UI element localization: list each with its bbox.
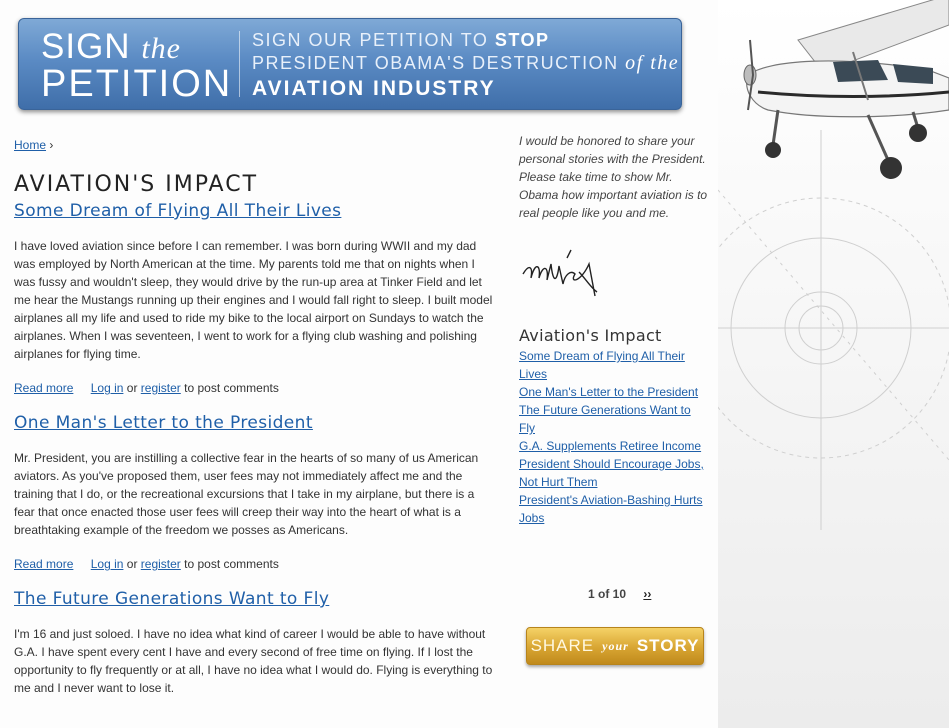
banner-the-word: the [141,32,181,65]
story-word: STORY [636,636,700,655]
banner-sign-word: SIGN [41,27,131,66]
sidebar-list-item [519,383,709,401]
or-text-2: or [126,557,138,571]
banner-sign [41,27,181,67]
register-link-1[interactable]: register [140,381,181,395]
sidebar-link-3[interactable]: The Future Generations Want to Fly [519,403,691,435]
node-body-3: I'm 16 and just soloed. I have no idea what kind of career I would be able to have without G.A. I have spent every cent I have and every second of free time on flying. If I lost the opportunity to fly frequently or at all, I have no idea what I would do. Flying is everything to me and I never want to lose it. [14,627,493,695]
pager-status: 1 of 10 [588,587,627,601]
post-comments-text-2: to post comments [184,557,279,571]
share-word: SHARE [530,636,595,655]
banner-petition: PETITION [41,63,233,105]
page-title: AVIATION'S IMPACT [14,172,259,197]
sidebar-list-item [519,401,709,437]
node-body-1: I have loved aviation since before I can remember. I was born during WWII and my dad was employed by North American at the time. My parents told me that on nights when I was fussy and wouldn't sleep, they would drive by the run-up area at Tinker Field and let me hear the Mustangs running up their engines and I would fall right to sleep. I built model airplanes all my life and used to ride my bike to the local airport on Sundays to watch the airplanes. When I was seventeen, I went to work for a flying club washing and polishing airplanes for flying time. [14,239,493,361]
sidebar-link-list [519,347,709,527]
sidebar-link-2[interactable]: One Man's Letter to the President [519,385,699,399]
read-more-link-1[interactable]: Read more [14,381,74,395]
signature-image [519,244,609,314]
breadcrumb-separator: › [49,138,54,152]
banner-tagline-3: AVIATION INDUSTRY [252,77,496,100]
or-text-1: or [126,381,138,395]
banner-tagline-2 [252,52,679,75]
node-links-2 [14,557,496,571]
banner-tag1-bold: STOP [494,30,550,50]
login-link-2[interactable]: Log in [90,557,124,571]
president-quote: I would be honored to share your personal stories with the President. Please take time to show Mr. Obama how important aviation is to real people like you and me. [519,134,708,220]
breadcrumb [14,138,496,152]
register-link-2[interactable]: register [140,557,181,571]
banner-tag1-text: SIGN OUR PETITION TO [252,30,495,50]
airplane-image [728,0,949,190]
sidebar-pager [588,587,651,601]
sidebar-list-item [519,347,709,383]
sidebar-list-item [519,437,709,455]
node-title-1[interactable]: Some Dream of Flying All Their Lives [14,201,342,221]
pager-next-link[interactable]: ›› [643,587,652,601]
sidebar-heading: Aviation's Impact [519,326,662,345]
node-links-1 [14,381,496,395]
banner-tag2-text: PRESIDENT OBAMA'S DESTRUCTION [252,53,626,73]
post-comments-text-1: to post comments [184,381,279,395]
sidebar-link-5[interactable]: President Should Encourage Jobs, Not Hurt Them [519,457,704,489]
breadcrumb-home-link[interactable]: Home [14,138,47,152]
banner-tagline-1 [252,30,550,51]
sidebar-list-item [519,491,709,527]
read-more-link-2[interactable]: Read more [14,557,74,571]
sidebar [519,132,709,527]
node-title-2[interactable]: One Man's Letter to the President [14,413,313,433]
sidebar-link-6[interactable]: President's Aviation-Bashing Hurts Jobs [519,493,703,525]
sidebar-link-4[interactable]: G.A. Supplements Retiree Income [519,439,702,453]
sidebar-list-item [519,455,709,491]
right-background [718,0,949,728]
share-your-story-button[interactable] [526,627,704,665]
your-word: your [602,638,629,653]
login-link-1[interactable]: Log in [90,381,124,395]
petition-banner[interactable] [18,18,682,110]
main-content [14,138,496,697]
sidebar-link-1[interactable]: Some Dream of Flying All Their Lives [519,349,685,381]
banner-tag2-italic: of the [625,52,680,74]
node-body-2: Mr. President, you are instilling a collective fear in the hearts of so many of us American aviators. As you've proposed them, user fees may not immediately affect me and the training that I do, or the recreational excursions that I take in my airplane, but there is a fear that once enacted those user fees will creep their way into the heart of what is a breathtaking example of the freedom we posses as Americans. [14,451,479,537]
banner-divider [239,31,240,97]
node-title-3[interactable]: The Future Generations Want to Fly [14,589,330,609]
